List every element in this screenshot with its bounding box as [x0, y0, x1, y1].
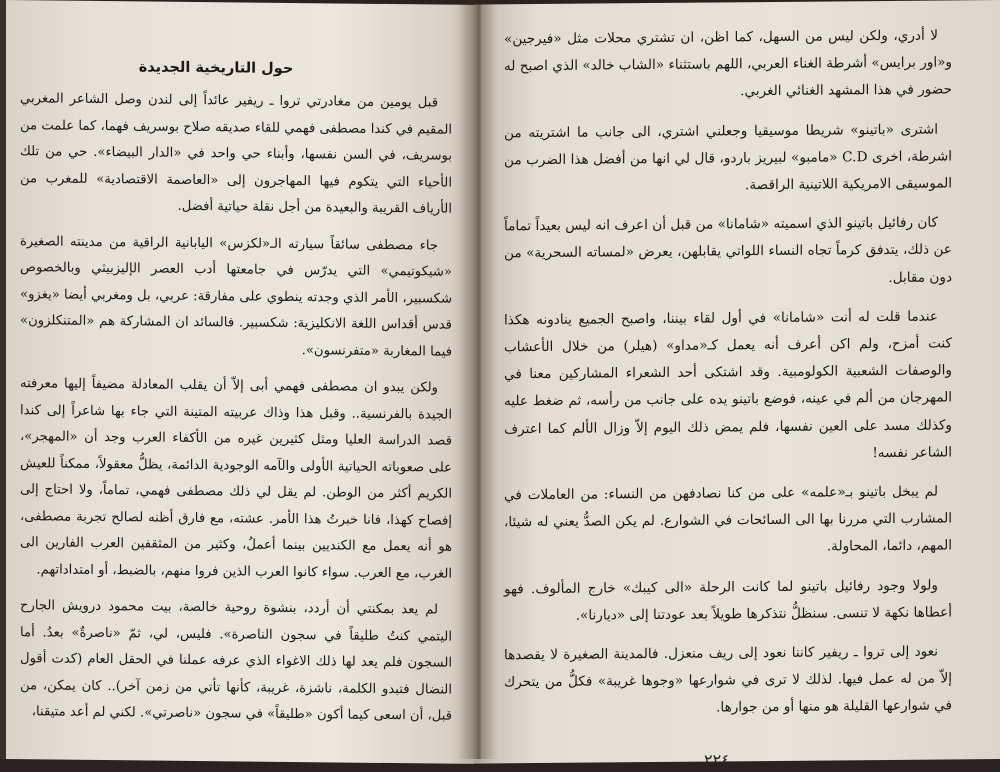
left-paragraph-2: جاء مصطفى سائقاً سيارته الـ«لكزس» اليابانية الراقية من مدينته الصغيرة «شيكوتيمي» التي يدرّس في جامعتها أدب العصر الإليزبيثي وبالخصوص شكسبير، الأمر الذي وجدته ينطوي على مفارقة: عربي، بل ومغربي أيضا «يغزو» قدس أقداس اللغة الانكليزية: شكسبير. فالسائد ان المشاركة هم «المتنكلزون» فيما المغاربة «متفرنسون». [20, 233, 452, 360]
page-number: ٢٢٤ [704, 750, 730, 770]
right-page [474, 0, 1000, 770]
left-paragraph-1: قبل يومين من مغادرتي تروا ـ ريفير عائداً إلى لندن وصل الشاعر المغربي المقيم في كندا مصطفى فهمي للقاء صديقه صلاح بوسريف فهما، كما علمت من بوسريف، في السن نفسها، وأبناء حي واحد في «الدار البيضاء». حي من تلك الأحياء التي يتكوم فيها المهاجرون إلى «العاصمة الاقتصادية» للمغرب من الأرياف القريبة والبعيدة من أجل نقلة حياتية أفضل. [20, 91, 452, 217]
right-paragraph-2: اشترى «باتينو» شريطا موسيقيا وجعلني اشتري، الى جانب ما اشتريته من اشرطة، اخرى C.D «مامبو» لبيريز باردو، قال لي انها من أفضل هذا الضرب من الموسيقى الامريكية اللاتينية الراقصة. [504, 121, 953, 194]
left-paragraph-3: ولكن يبدو ان مصطفى فهمي أبى إلاّ أن يقلب المعادلة مضيفاً إليها معرفته الجيدة بالفرنسية.. وقبل هذا وذاك عربيته المتينة التي جاء بها شاعراً إلى كندا قصد الدراسة العليا ومثل كثيرين غيره من الأكفاء العرب وجد أن «المهجر»، على صعوباته الحياتية الأولى والآمه الوجودية الدائمة، يظلُّ معقولاً، ممكناً للعيش الكريم أكثر من الوطن. لم يقل لي ذلك مصطفى فهمي، تماماً، ولا احتاج إلى إفصاح كهذا، فانا خبرتُ هذا الأمر. عشته، مع فارق أظنه لصالح تجربة مصطفى، هو أنه يعمل مع الكنديين بينما أعملُ، وكثير من المثقفين العرب الفارين الى الغرب، مع العرب. سواء كانوا العرب الذين فروا منهم، بالضبط، أو امتداداتهم. [20, 376, 452, 582]
section-heading: حول التاريخية الجديدة [138, 59, 294, 78]
right-paragraph-4: عندما قلت له أنت «شامانا» في أول لقاء بيننا، واصبح الجميع ينادونه هكذا كنت أمزح، ولم اكن أعرف أنه يعمل كـ«مداو» (هيلر) من خلال الأعشاب والوصفات الشعبية الكولومبية. وقد اشتكى أحد الشعراء المشاركين معنا في المهرجان من ألم في عينه، فوضع باتينو يده على جانب من رأسه، ثم ضغط عليه وكذلك مسد على العين نفسها، فلم يمض ذلك اليوم إلاّ وزال الألم كما اعترف الشاعر نفسه! [504, 308, 952, 461]
right-paragraph-1: لا أدري، ولكن ليس من السهل، كما اظن، ان تشتري محلات مثل «فيرجين» و«اور برايس» أشرطة الغناء العربي، اللهم باستثناء «الشاب خالد» الذي اصبح له حضور في هذا المشهد الغنائي الغربي. [504, 27, 952, 100]
right-paragraph-7: نعود إلى تروا ـ ريفير كاننا نعود إلى ريف منعزل. فالمدينة الصغيرة لا يقصدها إلاّ من له عمل فيها. لذلك لا ترى في شوارعها «وجوها غريبة» فكلُّ من يتحرك في شوارعها القليلة هو منها أو من جوارها. [504, 643, 952, 716]
right-paragraph-3: كان رفائيل باتينو الذي اسميته «شامانا» من قبل أن اعرف انه ليس بعيداً تماماً عن ذلك، يتدفق كرماً تجاه النساء اللواتي يقابلهن، يعرض «لمساته السحرية» من دون مقابل. [504, 214, 952, 286]
left-page [6, 0, 474, 764]
left-paragraph-4: لم يعد بمكنتي أن أردد، بنشوة روحية خالصة، بيت محمود درويش الجارح اليتمي كنتُ طليقاً في سجون الناصرة». فليس، لي، ثمّ «ناصرةٌ» بعدُ. أما السجون فلم يعد لها ذلك الاغواء الذي عرفه عملنا في الحقل العام (كدت أقول النضال فتبدو الكلمة، ناشزة، غريبة، كأنها تأتي من زمن آخر).. كان يمكن، من قبل، أن اسعى كيما أكون «طليقاً» في سجون «ناصرتي». لكني لم أعد متيقنا، [20, 598, 452, 724]
right-paragraph-5: لم يبخل باتينو بـ«علمه» على من كنا نصادفهن من النساء: من العاملات في المشارب التي مررنا بها الى السائحات في الشوارع. لم يكن الصدُّ يعني له شيئا، المهم، دائما، المحاولة. [504, 483, 952, 555]
right-paragraph-6: ولولا وجود رفائيل باتينو لما كانت الرحلة «الى كيبك» خارج المألوف. فهو أعطاها نكهة لا تنسى. سنظلُّ نتذكرها طويلاً بعد عودتنا إلى «ديارنا». [504, 577, 952, 624]
